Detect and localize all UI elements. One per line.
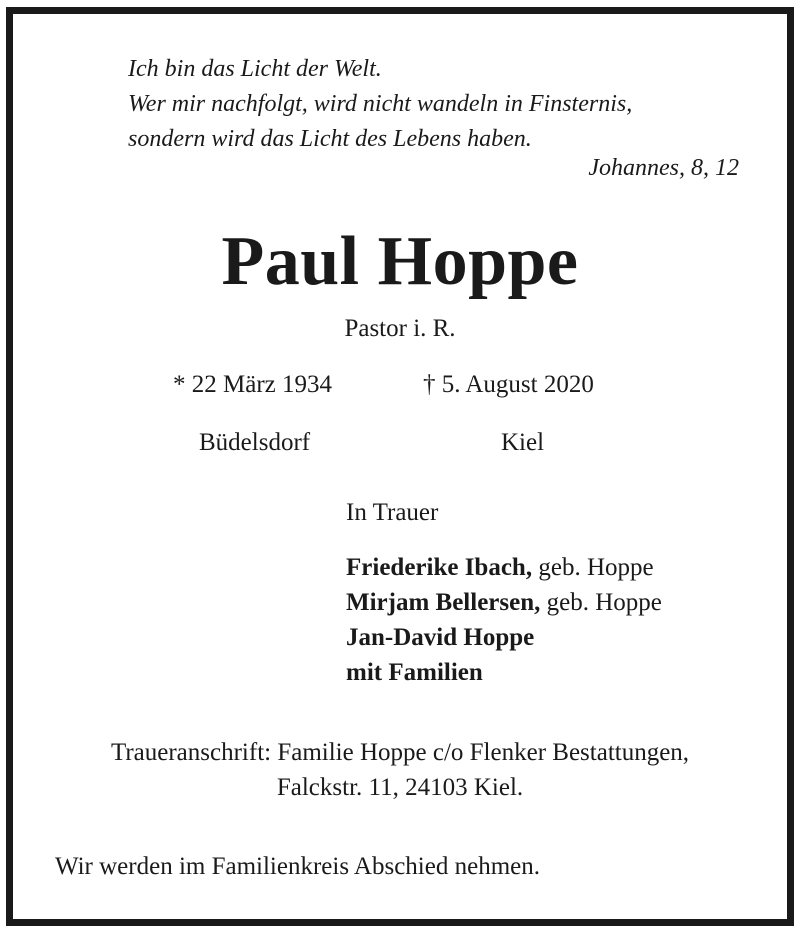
deceased-title: Pastor i. R. [344,315,456,342]
address-line-1: Traueranschrift: Familie Hoppe c/o Flenker Bestattungen, [110,739,690,766]
mourning-address [13,735,787,805]
birth-place: Büdelsdorf [199,429,311,456]
mourner-name: Friederike Ibach, [346,554,533,581]
deceased-name: Paul Hoppe [221,223,579,300]
mourning-label: In Trauer [346,499,439,526]
closing-note: Wir werden im Familienkreis Abschied nehmen. [55,853,540,880]
bible-verse-line-3: sondern wird das Licht des Lebens haben. [128,126,532,152]
birth-date: * 22 März 1934 [173,371,332,398]
obituary-notice [6,7,794,926]
mourners-list [346,550,662,690]
mourner-suffix: geb. Hoppe [532,554,654,581]
mourner-entry [346,550,662,585]
mourner-entry [346,620,662,655]
address-line-2: Falckstr. 11, 24103 Kiel. [276,774,524,801]
bible-verse-reference: Johannes, 8, 12 [588,155,739,181]
mourner-name: Jan-David Hoppe [346,624,535,651]
mourner-entry [346,585,662,620]
mourner-suffix: geb. Hoppe [540,589,662,616]
death-place: Kiel [501,429,545,456]
death-date: † 5. August 2020 [423,371,594,398]
mourner-name: Mirjam Bellersen, [346,589,541,616]
bible-verse-line-2: Wer mir nachfolgt, wird nicht wandeln in Finsternis, [128,91,633,117]
mourner-name: mit Familien [346,659,483,686]
mourner-entry [346,655,662,690]
bible-verse-line-1: Ich bin das Licht der Welt. [128,56,382,82]
